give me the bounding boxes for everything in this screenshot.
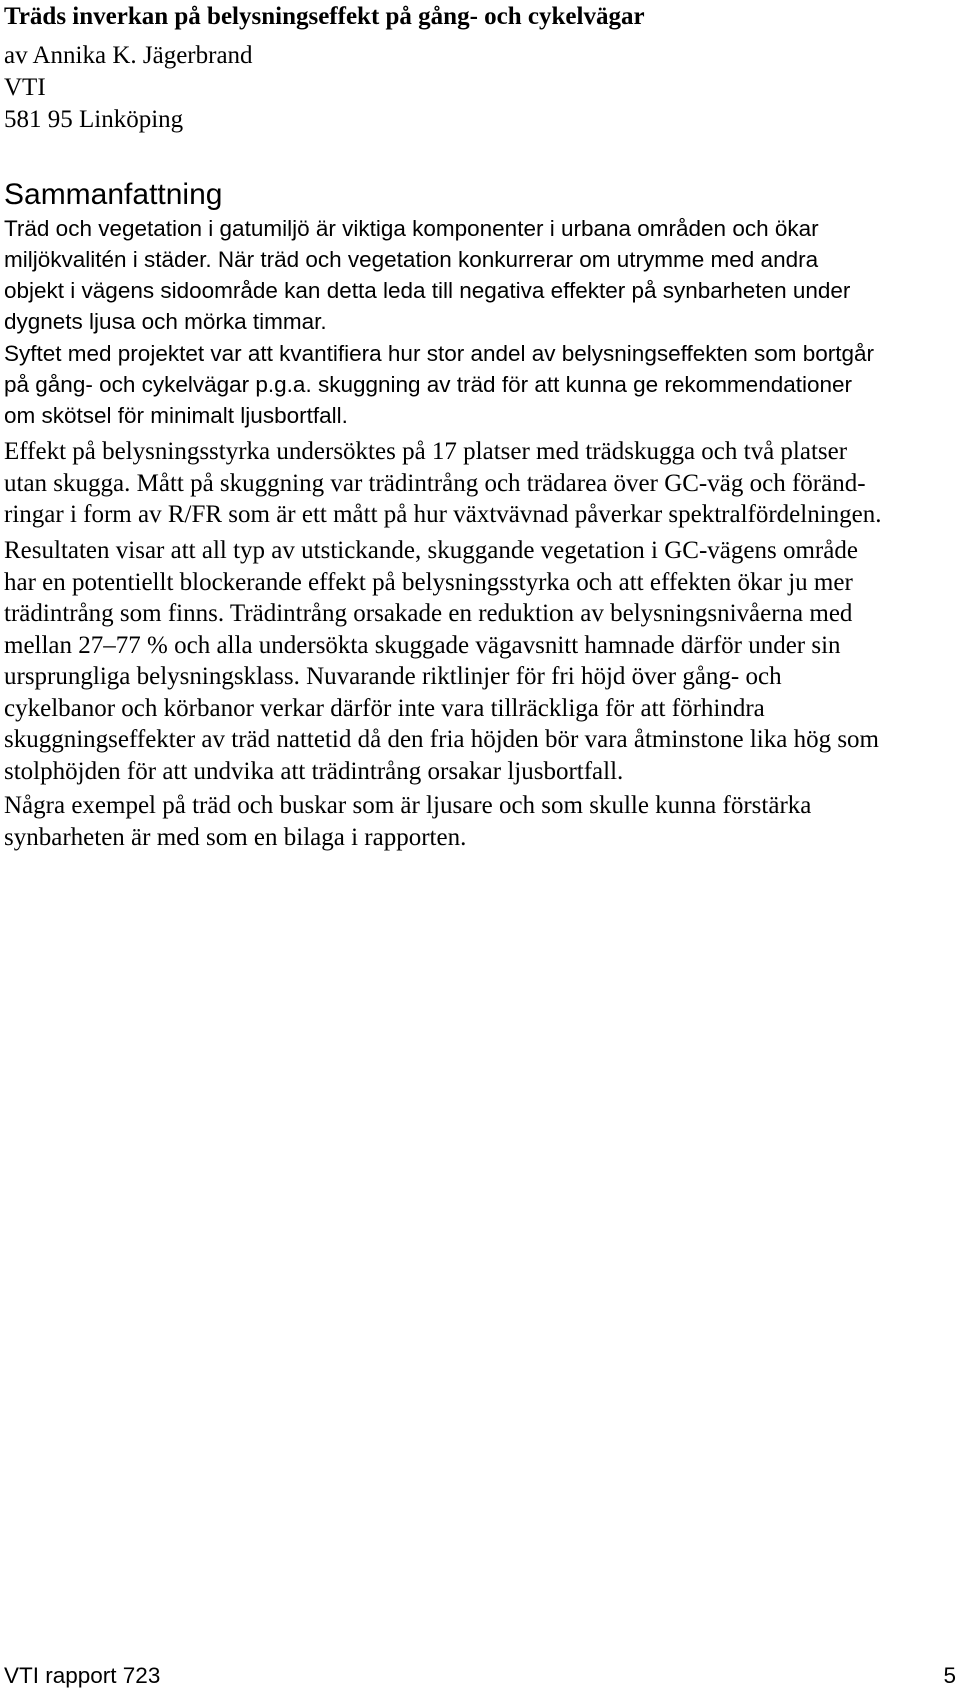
- paragraph-method: [4, 436, 954, 531]
- text-line: mellan 27–77 % och alla undersökta skuggade vägavsnitt hamnade därför under sin: [4, 631, 841, 659]
- author-line: av Annika K. Jägerbrand: [4, 42, 253, 69]
- text-line: ringar i form av R/FR som är ett mått på hur växtvävnad påverkar spektralfördelningen.: [4, 501, 882, 528]
- text-line: synbarheten är med som en bilaga i rapporten.: [4, 823, 467, 851]
- text-line: ursprungliga belysningsklass. Nuvarande riktlinjer för fri höjd över gång- och: [4, 663, 782, 690]
- text-line: cykelbanor och körbanor verkar därför inte vara tillräckliga för att förhindra: [4, 694, 765, 722]
- text-line: Träd och vegetation i gatumiljö är viktiga komponenter i urbana områden och ökar: [4, 216, 819, 241]
- paragraph-results: [4, 535, 954, 787]
- byline: [4, 40, 253, 136]
- footer-report-name: VTI rapport 723: [4, 1663, 161, 1688]
- text-line: dygnets ljusa och mörka timmar.: [4, 309, 327, 334]
- text-line: har en potentiellt blockerande effekt på belysningsstyrka och att effekten ökar ju mer: [4, 568, 853, 596]
- section-heading: Sammanfattning: [4, 178, 223, 211]
- text-line: Några exempel på träd och buskar som är ljusare och som skulle kunna förstärka: [4, 792, 812, 819]
- paragraph-purpose: [4, 338, 954, 431]
- text-line: stolphöjden för att undvika att trädintrång orsakar ljusbortfall.: [4, 757, 624, 785]
- text-line: miljökvalitén i städer. När träd och vegetation konkurrerar om utrymme med andra: [4, 247, 819, 272]
- text-line: objekt i vägens sidoområde kan detta leda till negativa effekter på synbarheten under: [4, 278, 851, 303]
- text-line: skuggningseffekter av träd nattetid då den fria höjden bör vara åtminstone lika hög som: [4, 726, 879, 753]
- paragraph-examples: [4, 790, 954, 853]
- text-line: Resultaten visar att all typ av utstickande, skuggande vegetation i GC-vägens område: [4, 537, 858, 564]
- text-line: trädintrång som finns. Trädintrång orsakade en reduktion av belysningsnivåerna med: [4, 600, 853, 627]
- document-title: Träds inverkan på belysningseffekt på gång- och cykelvägar: [4, 3, 645, 30]
- paragraph-intro: [4, 213, 954, 337]
- text-line: Effekt på belysningsstyrka undersöktes på 17 platser med trädskugga och två platser: [4, 438, 848, 465]
- text-line: om skötsel för minimalt ljusbortfall.: [4, 403, 348, 428]
- organization-line: VTI: [4, 74, 46, 101]
- footer-page-number: 5: [943, 1663, 956, 1688]
- address-line: 581 95 Linköping: [4, 106, 184, 133]
- text-line: på gång- och cykelvägar p.g.a. skuggning av träd för att kunna ge rekommendationer: [4, 372, 853, 397]
- text-line: Syftet med projektet var att kvantifiera hur stor andel av belysningseffekten som bortgår: [4, 341, 875, 366]
- text-line: utan skugga. Mått på skuggning var trädintrång och trädarea över GC-väg och föränd-: [4, 469, 866, 497]
